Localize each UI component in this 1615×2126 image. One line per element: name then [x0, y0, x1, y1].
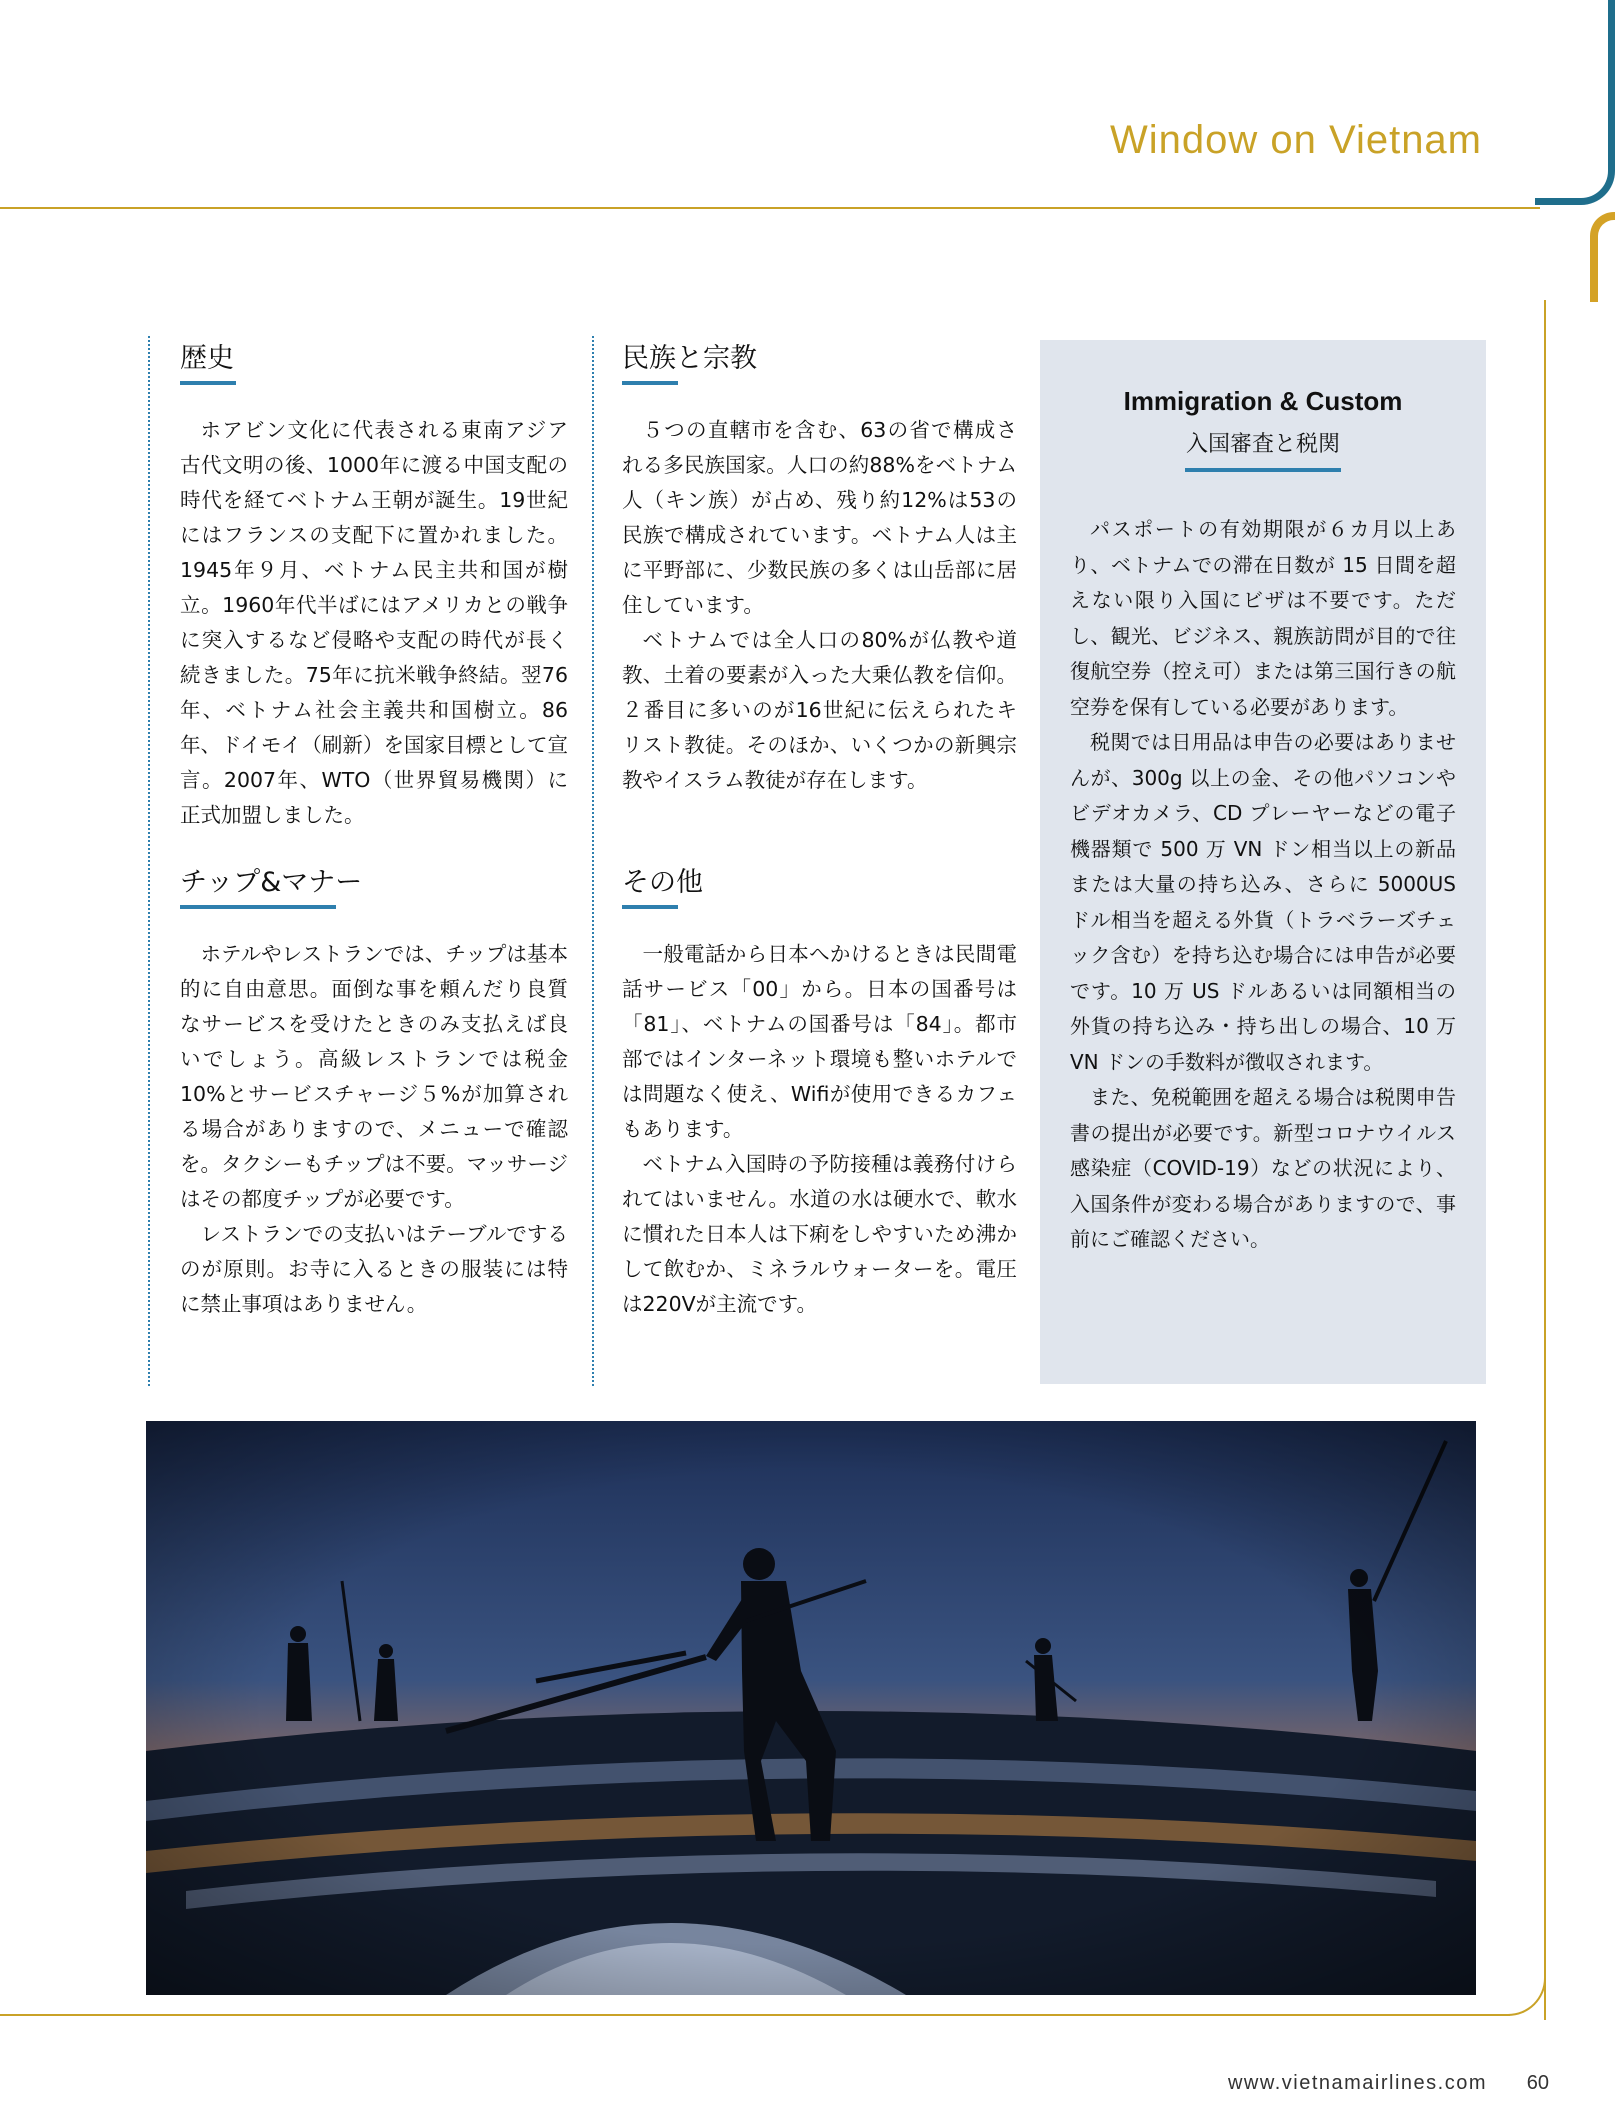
section-paragraph: ベトナムでは全人口の80%が仏教や道教、土着の要素が入った大乗仏教を信仰。２番目に多いのが16世紀に伝えられたキリスト教徒。そのほか、いくつかの新興宗教やイスラム教徒が存在します。 — [622, 628, 1017, 792]
box-subtitle: 入国審査と税関 — [1185, 432, 1340, 457]
section-paragraph: ホアビン文化に代表される東南アジア古代文明の後、1000年に渡る中国支配の時代を経てベトナム王朝が誕生。19世紀にはフランスの支配下に置かれました。1945年９月、ベトナム民主共和国が樹立。1960年代半ばにはアメリカとの戦争に突入するなど侵略や支配の時代が長く続きました。75年に抗米戦争終結。翌76年、ベトナム社会主義共和国樹立。86年、ドイモイ（刷新）を国家目標として宣言。2007年、WTO（世界貿易機関）に正式加盟しました。 — [180, 418, 568, 827]
bottom-corner-curve — [1500, 1960, 1546, 2016]
box-paragraph: パスポートの有効期限が６カ月以上あり、ベトナムでの滞在日数が 15 日間を超えない限り入国にビザは不要です。ただし、観光、ビジネス、親族訪問が目的で往復航空券（控え可）または第三国行きの航空券を保有している必要があります。 — [1070, 517, 1456, 719]
section-paragraph: ベトナム入国時の予防接種は義務付けられてはいません。水道の水は硬水で、軟水に慣れた日本人は下痢をしやすいため沸かして飲むか、ミネラルウォーターを。電圧は220Vが主流です。 — [622, 1152, 1017, 1316]
page-header-title: Window on Vietnam — [1110, 118, 1482, 162]
column-divider-middle — [592, 336, 594, 1386]
section-heading: 民族と宗教 — [622, 343, 757, 374]
section-history — [180, 336, 568, 833]
corner-tab-gold — [1590, 212, 1615, 302]
section-tips — [180, 860, 568, 1322]
section-ethnicity-religion — [622, 336, 1017, 798]
section-heading: 歴史 — [180, 343, 234, 374]
section-other — [622, 860, 1017, 1322]
section-paragraph: 一般電話から日本へかけるときは民間電話サービス「00」から。日本の国番号は「81」、ベトナムの国番号は「84」。都市部ではインターネット環境も整いホテルでは問題なく使え、Wifiが使用できるカフェもあります。 — [622, 942, 1017, 1141]
box-title: Immigration & Custom — [1123, 386, 1403, 416]
corner-tab-blue — [1535, 0, 1615, 205]
box-paragraph: また、免税範囲を超える場合は税関申告書の提出が必要です。新型コロナウイルス感染症（COVID-19）などの状況により、入国条件が変わる場合がありますので、事前にご確認ください。 — [1070, 1085, 1456, 1251]
section-paragraph: ホテルやレストランでは、チップは基本的に自由意思。面倒な事を頼んだり良質なサービスを受けたときのみ支払えば良いでしょう。高級レストランでは税金10%とサービスチャージ５%が加算される場合がありますので、メニューで確認を。タクシーもチップは不要。マッサージはその都度チップが必要です。 — [180, 942, 568, 1211]
section-heading: その他 — [622, 867, 703, 898]
section-paragraph: ５つの直轄市を含む、63の省で構成される多民族国家。人口の約88%をベトナム人（キン族）が占め、残り約12%は53の民族で構成されています。ベトナム人は主に平野部に、少数民族の多くは山岳部に居住しています。 — [622, 418, 1017, 617]
section-heading: チップ&マナー — [180, 867, 363, 898]
immigration-info-box — [1040, 340, 1486, 1384]
column-divider-left — [148, 336, 150, 1386]
footer-website-url: www.vietnamairlines.com — [1227, 2072, 1487, 2094]
box-paragraph: 税関では日用品は申告の必要はありませんが、300g 以上の金、その他パソコンやビデオカメラ、CD プレーヤーなどの電子機器類で 500 万 VN ドン相当以上の新品または大量の持ち込み、さらに 5000US ドル相当を超える外貨（トラベラーズチェック含む）を持ち込む場合には申告が必要です。10 万 US ドルあるいは同額相当の外貨の持ち込み・持ち出しの場合、10 万 VN ドンの手数料が徴収されます。 — [1070, 730, 1456, 1074]
photo-illustration — [146, 1421, 1476, 1995]
footer-rule — [0, 2014, 1510, 2016]
section-paragraph: レストランでの支払いはテーブルでするのが原則。お寺に入るときの服装には特に禁止事項はありません。 — [180, 1222, 568, 1316]
page-number: 60 — [1526, 2072, 1549, 2094]
salt-field-sunset-photo — [146, 1421, 1476, 1995]
header-rule — [0, 207, 1540, 209]
right-border-rule — [1544, 300, 1546, 2020]
